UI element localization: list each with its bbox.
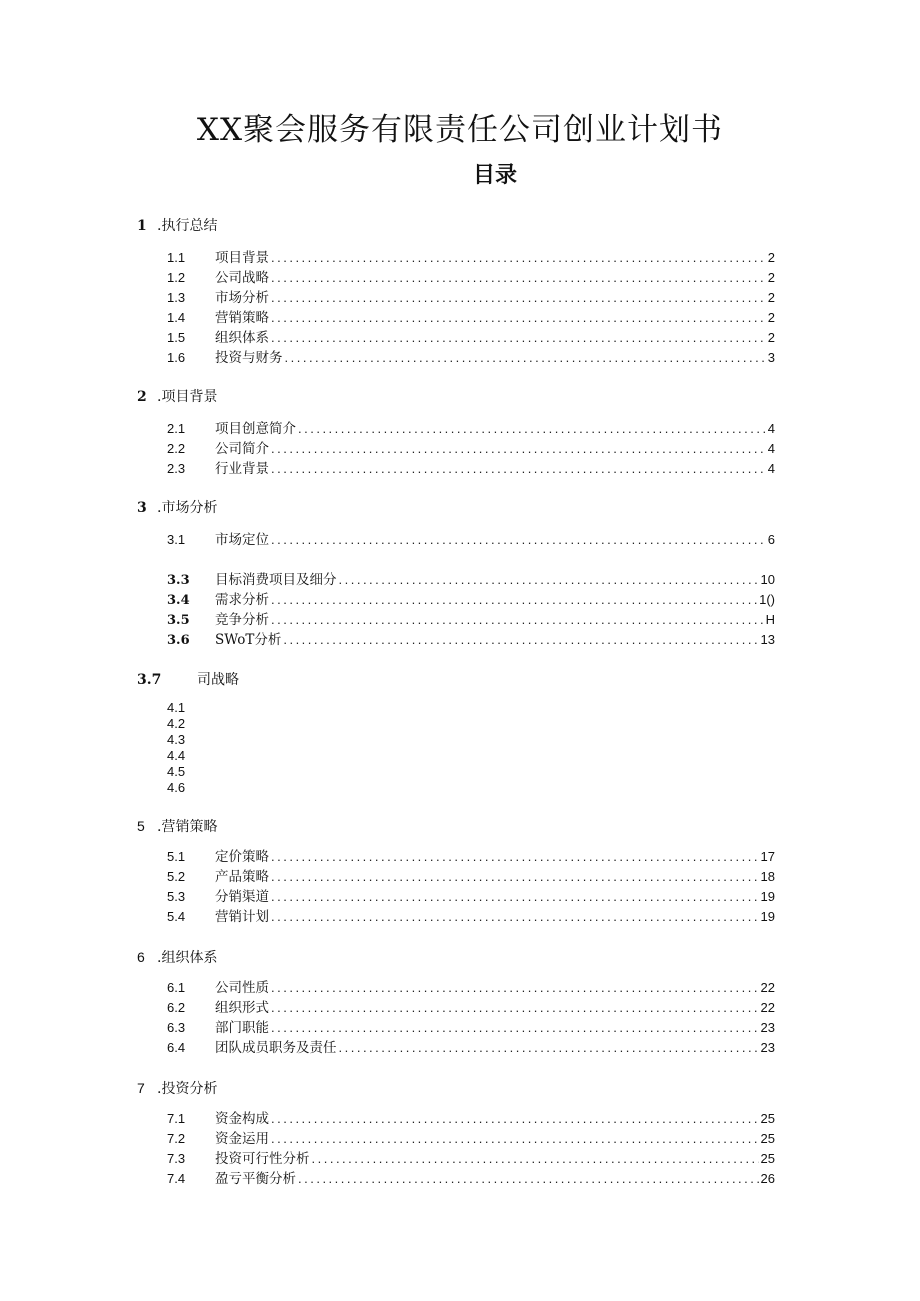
leader-dots [271,1018,759,1038]
entry-label: 资金运用 [215,1131,269,1147]
section-label: .市场分析 [157,500,218,516]
entry-page: 23 [760,1040,775,1055]
entry-label: 竞争分析 [215,612,269,628]
entry-label: 项目背景 [215,250,269,266]
toc-entry-5-3[interactable] [167,887,775,907]
entry-number: 1.2 [167,270,186,285]
leader-dots [271,978,759,998]
leader-dots [339,570,759,590]
entry-page: 19 [760,889,775,904]
toc-entry-5-2[interactable] [167,867,775,887]
entry-label: 营销计划 [215,909,269,925]
toc-section-7[interactable] [137,1078,217,1098]
section-label: .投资分析 [157,1081,218,1097]
entry-label: 市场分析 [215,290,269,306]
leader-dots [271,268,766,288]
entry-number: 3.3 [167,573,190,588]
toc-entry-1-5[interactable] [167,328,775,348]
toc-section-5[interactable] [137,816,217,836]
entry-page: 10 [760,572,775,587]
toc-entry-5-4[interactable] [167,907,775,927]
section-number: 3.7 [137,672,162,688]
leader-dots [271,590,757,610]
toc-entry-2-3[interactable] [167,459,775,479]
entry-page: 17 [760,849,775,864]
leader-dots [271,459,766,479]
toc-entry-5-1[interactable] [167,847,775,867]
toc-entry-2-1[interactable] [167,419,775,439]
entry-label: 公司简介 [215,441,269,457]
entry-number: 3.6 [167,633,190,648]
toc-heading: 目录 [472,163,517,188]
entry-page: 25 [760,1111,775,1126]
toc-entry-1-3[interactable] [167,288,775,308]
leader-dots [271,887,759,907]
section-number: 6 [137,949,145,965]
leader-dots [298,1169,759,1189]
entry-page: 6 [767,532,775,547]
section-number: 7 [137,1080,145,1096]
entry-label: 公司性质 [215,980,269,996]
entry-label: 团队成员职务及责任 [215,1040,337,1056]
toc-section-3-7[interactable] [137,670,239,690]
section-number: 5 [137,818,145,834]
entry-number: 3.5 [167,613,190,628]
toc-entry-3-3[interactable] [167,570,775,590]
entry-number: 5.2 [167,869,186,884]
entry-label: 组织体系 [215,330,269,346]
section-label: .项目背景 [157,389,218,405]
entry-number: 1.3 [167,290,186,305]
toc-entry-6-2[interactable] [167,998,775,1018]
toc-entry-4-2[interactable]: 4.2 [167,716,186,731]
entry-number: 3.4 [167,593,190,608]
entry-label: 投资可行性分析 [215,1151,310,1167]
entry-label: 投资与财务 [215,350,283,366]
toc-entry-6-4[interactable] [167,1038,775,1058]
entry-page: 26 [760,1171,775,1186]
leader-dots [285,348,766,368]
entry-number: 1.1 [167,250,186,265]
toc-entry-6-3[interactable] [167,1018,775,1038]
entry-label: 产品策略 [215,869,269,885]
leader-dots [271,1109,759,1129]
leader-dots [271,907,759,927]
toc-entry-4-3[interactable]: 4.3 [167,732,186,747]
toc-entry-6-1[interactable] [167,978,775,998]
entry-page: 13 [760,632,775,647]
entry-page: 4 [767,461,775,476]
entry-page: 25 [760,1131,775,1146]
leader-dots [271,439,766,459]
entry-number: 7.2 [167,1131,186,1146]
entry-label: SWoT分析 [215,632,282,648]
entry-page: 2 [767,290,775,305]
entry-label: 盈亏平衡分析 [215,1171,296,1187]
entry-number: 7.3 [167,1151,186,1166]
entry-number: 1.4 [167,310,186,325]
document-title: XX聚会服务有限责任公司创业计划书 [196,112,724,148]
entry-number: 6.3 [167,1020,186,1035]
entry-number: 6.1 [167,980,186,995]
toc-entry-7-1[interactable] [167,1109,775,1129]
entry-page: 2 [767,330,775,345]
leader-dots [271,867,759,887]
leader-dots [271,610,764,630]
entry-label: 需求分析 [215,592,269,608]
leader-dots [271,248,766,268]
leader-dots [271,308,766,328]
entry-page: 18 [760,869,775,884]
leader-dots [298,419,766,439]
entry-label: 分销渠道 [215,889,269,905]
leader-dots [271,847,759,867]
entry-number: 1.5 [167,330,186,345]
toc-entry-3-4[interactable] [167,590,775,610]
entry-label: 部门职能 [215,1020,269,1036]
toc-entry-7-3[interactable] [167,1149,775,1169]
toc-entry-4-6[interactable]: 4.6 [167,780,186,795]
toc-entry-7-2[interactable] [167,1129,775,1149]
toc-entry-4-4[interactable]: 4.4 [167,748,186,763]
entry-number: 7.4 [167,1171,186,1186]
toc-entry-3-6[interactable] [167,630,775,650]
toc-entry-1-2[interactable] [167,268,775,288]
toc-entry-4-1[interactable]: 4.1 [167,700,186,715]
entry-label: 营销策略 [215,310,269,326]
entry-page: 2 [767,310,775,325]
toc-entry-4-5[interactable]: 4.5 [167,764,186,779]
entry-label: 市场定位 [215,532,269,548]
entry-page: H [765,612,775,627]
entry-number: 2.3 [167,461,186,476]
leader-dots [271,998,759,1018]
toc-section-6[interactable] [137,947,217,967]
toc-entry-7-4[interactable] [167,1169,775,1189]
entry-page: 2 [767,250,775,265]
section-number: 2 [137,389,147,405]
entry-page: 22 [760,980,775,995]
entry-page: 4 [767,441,775,456]
entry-label: 行业背景 [215,461,269,477]
entry-label: 资金构成 [215,1111,269,1127]
entry-number: 6.4 [167,1040,186,1055]
entry-label: 目标消费项目及细分 [215,572,337,588]
entry-number: 2.2 [167,441,186,456]
leader-dots [283,630,758,650]
entry-page: 2 [767,270,775,285]
entry-label: 定价策略 [215,849,269,865]
entry-page: 23 [760,1020,775,1035]
leader-dots [339,1038,759,1058]
toc-section-3[interactable] [137,498,217,518]
leader-dots [312,1149,759,1169]
section-label: .执行总结 [157,218,218,234]
entry-label: 公司战略 [215,270,269,286]
entry-number: 5.4 [167,909,186,924]
entry-page: 22 [760,1000,775,1015]
entry-number: 2.1 [167,421,186,436]
entry-number: 6.2 [167,1000,186,1015]
entry-page: 1() [759,592,775,607]
entry-number: 5.1 [167,849,186,864]
section-label: .营销策略 [157,819,218,835]
entry-number: 1.6 [167,350,186,365]
toc-entry-1-1[interactable] [167,248,775,268]
leader-dots [271,1129,759,1149]
toc-section-1[interactable] [137,216,217,236]
entry-page: 25 [760,1151,775,1166]
leader-dots [271,328,766,348]
section-label: 司战略 [197,672,239,688]
entry-label: 项目创意简介 [215,421,296,437]
entry-label: 组织形式 [215,1000,269,1016]
leader-dots [271,288,766,308]
toc-section-2[interactable] [137,387,217,407]
toc-entry-1-4[interactable] [167,308,775,328]
leader-dots [271,530,766,550]
entry-page: 3 [767,350,775,365]
entry-page: 4 [767,421,775,436]
section-number: 1 [137,218,147,234]
entry-number: 3.1 [167,532,186,547]
toc-entry-2-2[interactable] [167,439,775,459]
toc-entry-3-5[interactable] [167,610,775,630]
toc-entry-3-1[interactable] [167,530,775,550]
entry-page: 19 [760,909,775,924]
section-label: .组织体系 [157,950,218,966]
entry-number: 5.3 [167,889,186,904]
section-number: 3 [137,500,147,516]
entry-number: 7.1 [167,1111,186,1126]
toc-entry-1-6[interactable] [167,348,775,368]
